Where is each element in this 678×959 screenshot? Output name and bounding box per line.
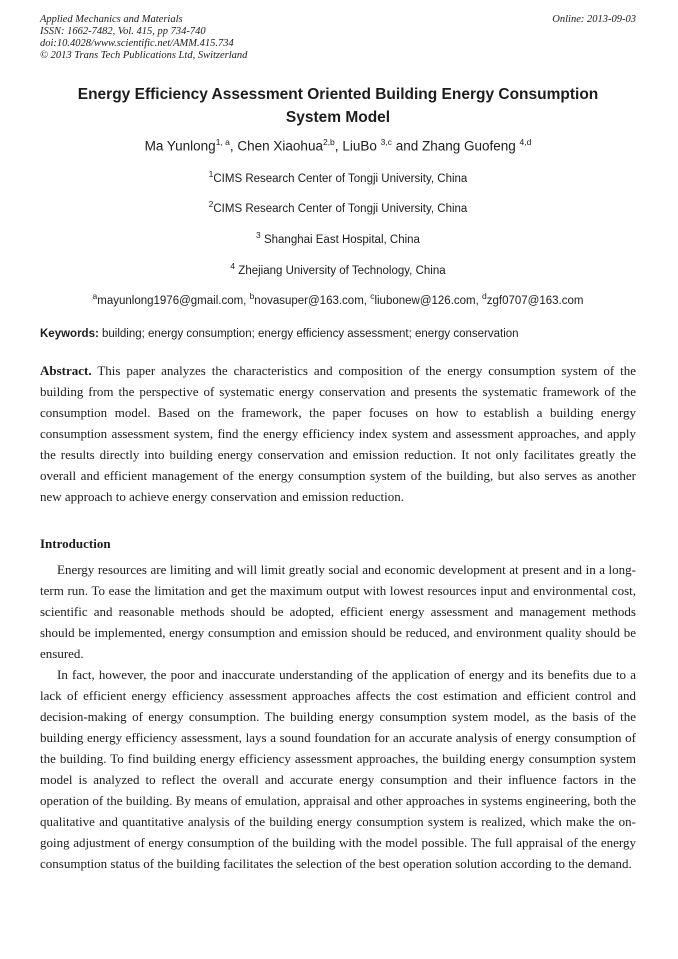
email-superscript: b xyxy=(249,290,255,301)
copyright-line: © 2013 Trans Tech Publications Ltd, Switzerland xyxy=(40,50,248,61)
affiliation-line xyxy=(40,261,636,277)
author-superscript: 3,c xyxy=(380,137,392,147)
email-separator: , xyxy=(475,294,483,307)
section-heading-introduction: Introduction xyxy=(40,535,111,551)
issn-volume-line: ISSN: 1662-7482, Vol. 415, pp 734-740 xyxy=(40,26,206,37)
email-superscript: c xyxy=(370,290,375,301)
affiliation-superscript: 3 xyxy=(256,230,261,241)
email-address: novasuper@163.com xyxy=(254,294,364,307)
journal-name: Applied Mechanics and Materials xyxy=(40,14,183,25)
abstract-paragraph xyxy=(40,360,636,507)
affiliation-line xyxy=(40,169,636,185)
journal-header xyxy=(40,14,636,62)
affiliation-line xyxy=(40,199,636,215)
paper-title: Energy Efficiency Assessment Oriented Building Energy Consumption System Model xyxy=(77,86,599,126)
introduction-paragraph-1: Energy resources are limiting and will limit greatly social and economic development at present and in a long-term run. To ease the limitation and get the maximum output with lowest resources input and environmental cost, scientific and reasonable methods should be adopted, efficient energy assessment and management methods should be implemented, energy consumption and emission should be reduced, and environment quality should be ensured. xyxy=(40,561,636,661)
keywords-line xyxy=(40,328,636,340)
affiliation-text: Shanghai East Hospital, China xyxy=(260,233,420,246)
affiliation-text: CIMS Research Center of Tongji University, China xyxy=(213,172,468,185)
doi-line: doi:10.4028/www.scientific.net/AMM.415.734 xyxy=(40,38,234,49)
author-name: Zhang Guofeng xyxy=(421,138,520,154)
affiliation-text: CIMS Research Center of Tongji University, China xyxy=(213,203,468,216)
affiliation-superscript: 2 xyxy=(208,199,214,210)
email-address: zgf0707@163.com xyxy=(486,294,584,307)
abstract-text: This paper analyzes the characteristics and composition of the energy consumption system of the building from the perspective of systematic energy conservation and presents the systematic framework of the consumption model. Based on the framework, the paper focuses on how to establish a building energy consumption assessment system, find the energy efficiency index system and assessment approaches, and apply the results directly into building energy conservation and emission reduction. It not only facilitates greatly the overall and efficient management of the energy consumption system of the building, but also serves as another new approach to achieve energy conservation and emission reduction. xyxy=(40,362,636,504)
affiliation-superscript: 4 xyxy=(230,260,236,271)
introduction-paragraph-2: In fact, however, the poor and inaccurate understanding of the application of energy and its benefits due to a lack of efficient energy efficiency assessment approaches affects the cost estimation and efficient control and decision-making of energy consumption. The building energy consumption system model, as the basis of the building energy efficiency assessment, lays a sound foundation for an accurate analysis of energy consumption of the building. To find building energy efficiency assessment approaches, the building energy consumption system model is analyzed to reflect the overall and accurate energy consumption and their influence factors in the operation of the building. By means of emulation, appraisal and other approaches in systems engineering, both the qualitative and quantitative analysis of the building energy consumption system is realized, which make the on-going adjustment of energy consumption of the building with the model possible. The full appraisal of the energy consumption status of the building facilitates the selection of the best operation solution according to the demand. xyxy=(40,666,636,871)
author-superscript: 1, a xyxy=(215,137,230,147)
email-separator: , xyxy=(243,294,250,307)
author-superscript: 4,d xyxy=(519,137,532,147)
online-date: Online: 2013-09-03 xyxy=(552,14,636,25)
email-superscript: a xyxy=(92,290,98,301)
affiliations-block xyxy=(40,169,636,277)
author-name: Ma Yunlong xyxy=(144,138,216,154)
affiliation-line xyxy=(40,230,636,246)
keywords-text: building; energy consumption; energy efficiency assessment; energy conservation xyxy=(98,327,519,340)
emails-line xyxy=(40,291,636,307)
email-superscript: d xyxy=(482,290,487,301)
abstract-label: Abstract. xyxy=(40,362,92,378)
author-separator: , xyxy=(229,138,238,154)
author-name: LiuBo xyxy=(342,138,381,154)
email-address: mayunlong1976@gmail.com xyxy=(97,294,244,307)
journal-header-left xyxy=(40,14,247,62)
email-separator: , xyxy=(363,294,371,307)
author-superscript: 2,b xyxy=(322,137,335,147)
authors-line xyxy=(40,137,636,154)
affiliation-text: Zhejiang University of Technology, China xyxy=(235,264,446,277)
author-separator: , xyxy=(334,138,343,154)
email-address: liubonew@126.com xyxy=(374,294,476,307)
author-name: Chen Xiaohua xyxy=(237,138,323,154)
author-separator: and xyxy=(391,138,422,154)
keywords-label: Keywords: xyxy=(40,327,99,340)
affiliation-superscript: 1 xyxy=(208,168,214,179)
